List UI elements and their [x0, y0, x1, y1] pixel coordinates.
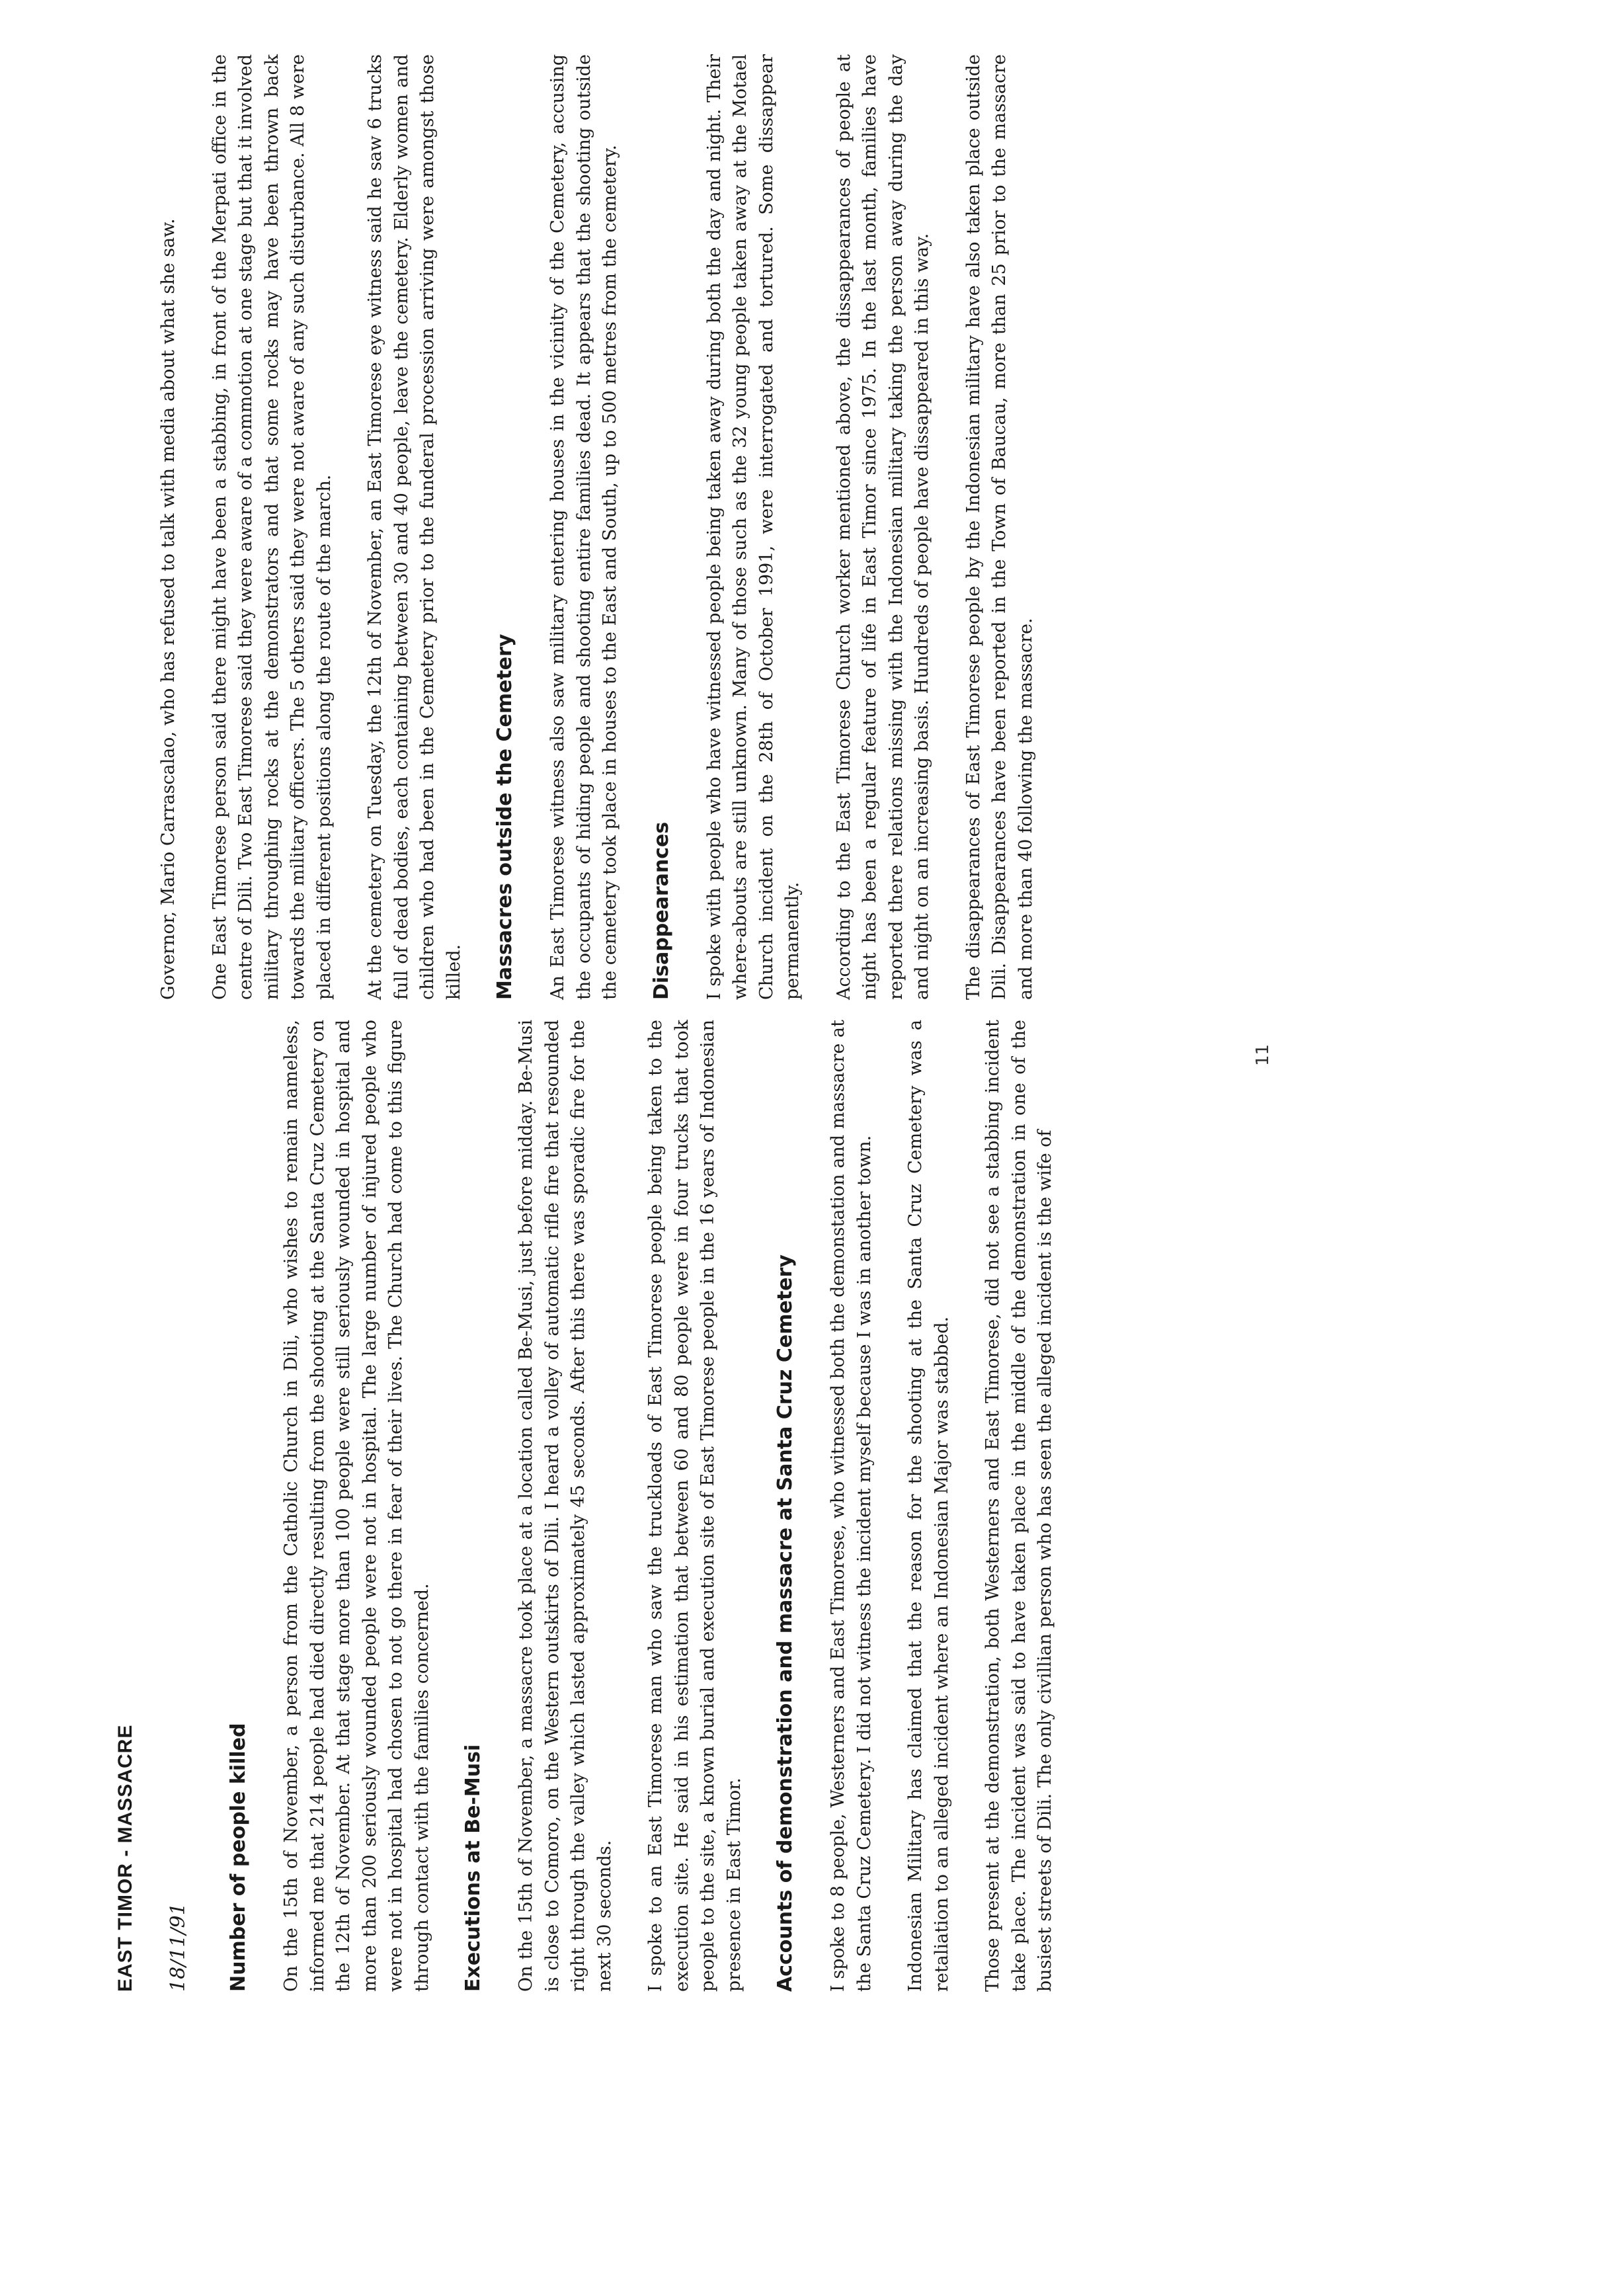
- paragraph: I spoke to 8 people, Westerners and East Timorese, who witnessed both the demonstation and massacre at the Santa Cruz Cemetery. I did not witness the incident myself because I was in another town.: [828, 1020, 875, 1992]
- heading-massacres-outside-the-cemetery: Massacres outside the Cemetery: [493, 634, 516, 1000]
- document-date: 18/11/91: [166, 1903, 190, 1992]
- left-column: [112, 1020, 1084, 1992]
- heading-accounts-of-demonstration: Accounts of demonstration and massacre at Santa Cruz Cemetery: [774, 1254, 797, 1992]
- document-title: EAST TIMOR - MASSACRE: [114, 1724, 136, 1992]
- paragraph: Governor, Mario Carrascalao, who has refused to talk with media about what she saw.: [158, 218, 179, 1000]
- paragraph: One East Timorese person said there might have been a stabbing, in front of the Merpati office in the centre of Dili. Two East Timorese said they were aware of a commotion at one stage but that it involved military throughing rocks at the demonstrators and that some rocks may have been thrown back towards the military officers. The 5 others said they were not aware of any such disturbance. All 8 were placed in different positions along the route of the march.: [209, 54, 335, 1000]
- paragraph: I spoke to an East Timorese man who saw the truckloads of East Timorese people being taken to the execution site. He said in his estimation that between 60 and 80 people were in four trucks that took people to the site, a known burial and execution site of East Timorese people in the 16 years of Indonesian presence in East Timor.: [645, 1020, 744, 1992]
- heading-disappearances: Disappearances: [649, 821, 673, 1000]
- paragraph: An East Timorese witness also saw military entering houses in the vicinity of the Cemetery, accusing the occupants of hiding people and shooting entire families dead. It appears that the shooting outside the cemetery took place in houses to the East and South, up to 500 metres from the cemetery.: [547, 54, 620, 1000]
- paragraph: At the cemetery on Tuesday, the 12th of November, an East Timorese eye witness said he saw 6 trucks full of dead bodies, each containing between 30 and 40 people, leave the cemetery. Elderly women and children who had been in the Cemetery prior to the funderal procession arriving were amongst those killed.: [365, 54, 464, 1000]
- paragraph: On the 15th of November, a person from the Catholic Church in Dili, who wishes to remain nameless, informed me that 214 people had died directly resulting from the shooting at the Santa Cruz Cemetery on the 12th of November. At that stage more than 100 people were still seriously wounded in hospital and more than 200 seriously wounded people were not in hospital. The large number of injured people who were not in hospital had chosen to not go there in fear of their lives. The Church had come to this figure through contact with the families concerned.: [281, 1020, 432, 1992]
- paragraph: On the 15th of November, a massacre took place at a location called Be-Musi, just before midday. Be-Musi is close to Comoro, on the Western outskirts of Dili. I heard a volley of automatic rifle fire that resounded right through the valley which lasted approximately 45 seconds. After this there was sporadic fire for the next 30 seconds.: [516, 1020, 615, 1992]
- paragraph: The disappearances of East Timorese people by the Indonesian military have also taken place outside Dili. Disappearances have been reported in the Town of Baucau, more than 25 prior to the massacre and more than 40 following the massacre.: [963, 54, 1036, 1000]
- page-number: 11: [1253, 1044, 1273, 1066]
- paragraph: According to the East Timorese Church worker mentioned above, the dissappearances of people at night has been a regular feature of life in East Timor since 1975. In the last month, families have reported there relations missing with the Indonesian military taking the person away during the day and night on an increasing basis. Hundreds of people have dissappeared in this way.: [833, 54, 932, 1000]
- right-column: [155, 54, 1064, 1000]
- heading-number-of-people-killed: Number of people killed: [227, 1723, 250, 1992]
- heading-executions-at-be-musi: Executions at Be-Musi: [462, 1744, 485, 1992]
- paragraph: Those present at the demonstration, both Westerners and East Timorese, did not see a stabbing incident take place. The incident was said to have taken place in the middle of the demonstration in one of the busiest streets of Dili. The only civillian person who has seen the alleged incident is the wife of: [983, 1020, 1055, 1992]
- paragraph: I spoke with people who have witnessed people being taken away during both the day and night. Their where-abouts are still unknown. Many of those such as the 32 young people taken away at the Motael Church incident on the 28th of October 1991, were interrogated and tortured. Some dissappear permanently.: [704, 54, 803, 1000]
- paragraph: Indonesian Military has claimed that the reason for the shooting at the Santa Cruz Cemetery was a retaliation to an alleged incident where an Indonesian Major was stabbed.: [905, 1020, 952, 1992]
